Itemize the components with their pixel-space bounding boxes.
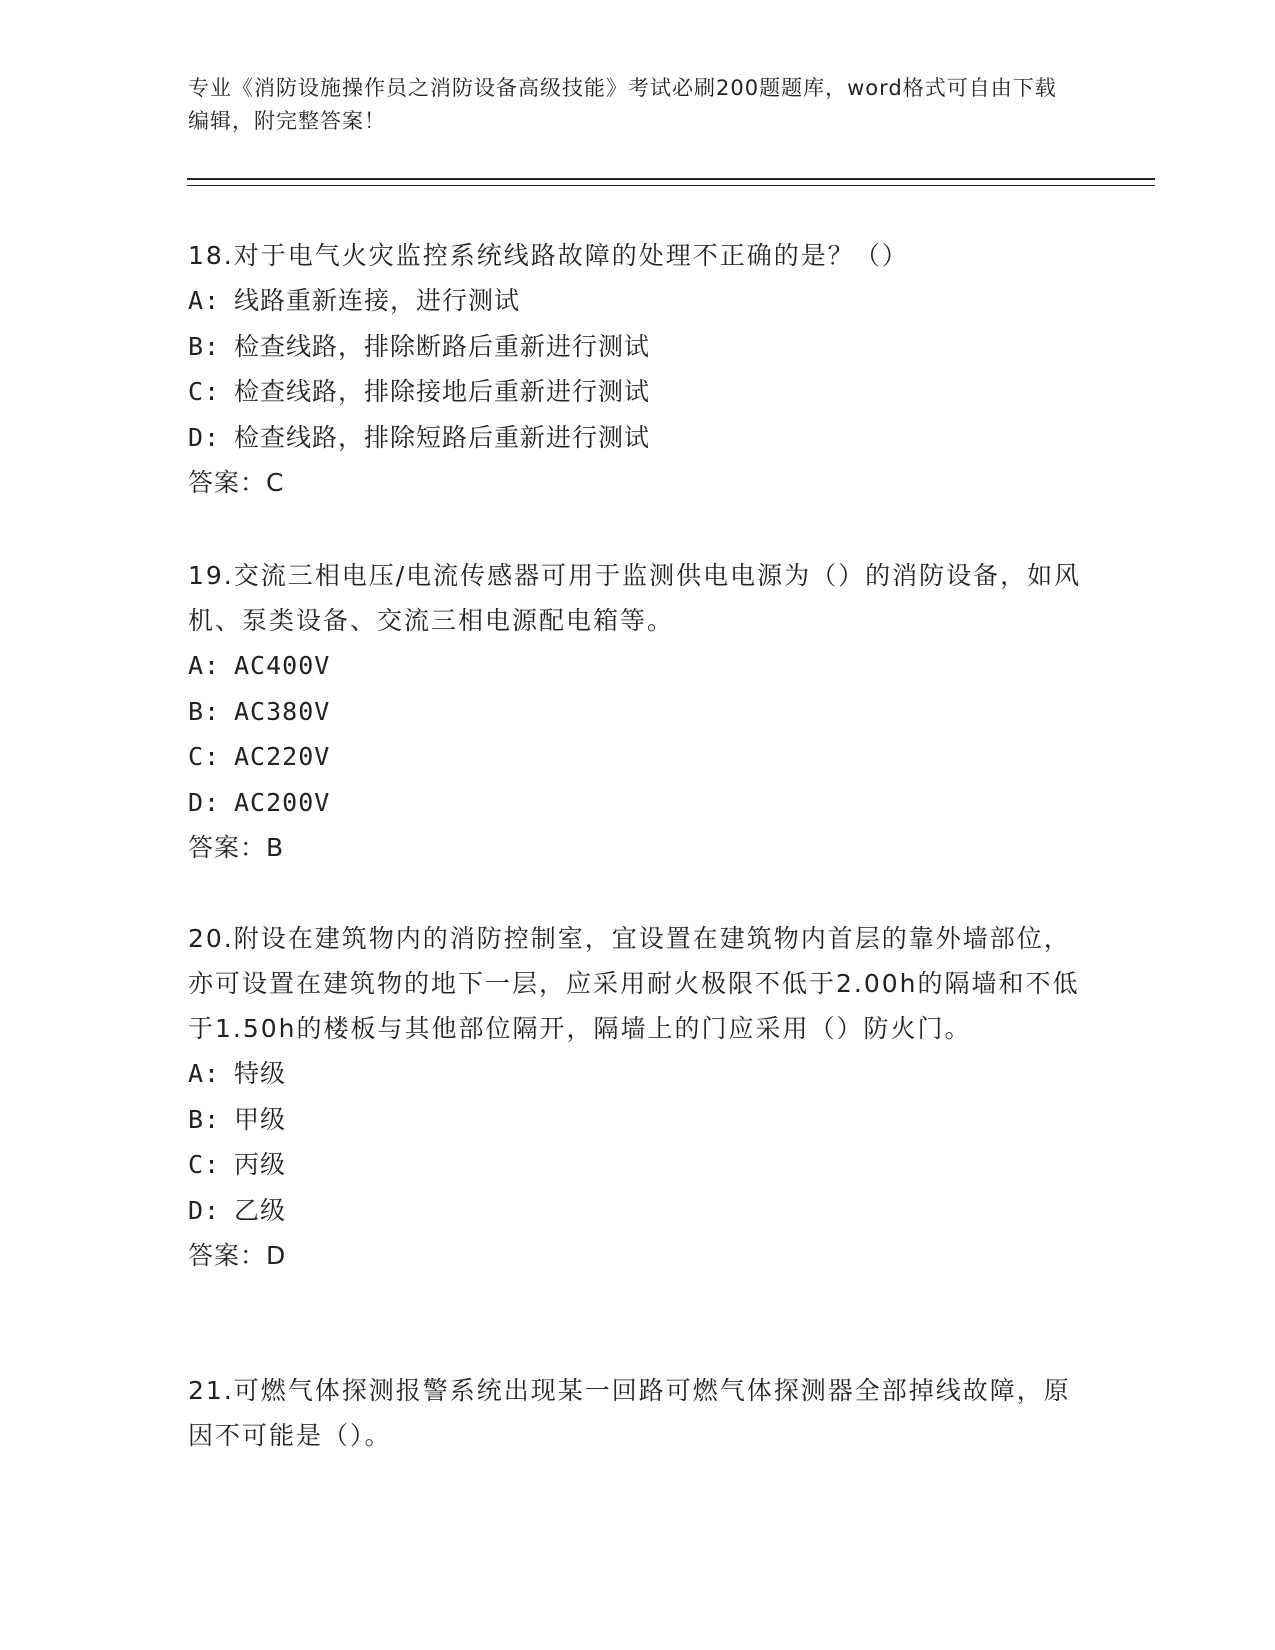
option-b [188, 689, 1088, 735]
option-a [188, 278, 1088, 324]
question-text: 21.可燃气体探测报警系统出现某一回路可燃气体探测器全部掉线故障，原因不可能是（）。 [188, 1376, 1071, 1450]
option-key: D: [188, 787, 221, 817]
option-key: B: [188, 696, 221, 726]
option-key: A: [188, 651, 221, 680]
option-key: D: [188, 422, 221, 452]
question-text: 19.交流三相电压/电流传感器可用于监测供电电源为（）的消防设备，如风机、泵类设备、交流三相电源配电箱等。 [188, 561, 1082, 635]
option-d [188, 1188, 1088, 1234]
option-text: 检查线路，排除短路后重新进行测试 [234, 422, 651, 452]
option-key: A: [188, 1059, 221, 1088]
option-key: C: [188, 742, 221, 771]
option-text: 乙级 [234, 1195, 287, 1225]
option-text: 丙级 [234, 1150, 287, 1179]
question-18 [188, 233, 1088, 505]
option-d [188, 415, 1088, 461]
option-c [188, 1142, 1088, 1188]
option-c [188, 734, 1088, 780]
option-key: C: [188, 377, 221, 406]
option-text: AC400V [234, 651, 331, 680]
answer-line: 答案：D [188, 1241, 287, 1270]
option-d [188, 780, 1088, 826]
option-a [188, 1051, 1088, 1097]
option-text: 甲级 [234, 1104, 287, 1134]
option-text: 特级 [234, 1059, 287, 1088]
option-text: AC380V [234, 696, 331, 726]
question-text: 18.对于电气火灾监控系统线路故障的处理不正确的是？（） [188, 241, 909, 270]
option-text: AC200V [234, 787, 331, 817]
option-text: 检查线路，排除接地后重新进行测试 [234, 377, 651, 406]
option-key: B: [188, 331, 221, 361]
answer-line: 答案：B [188, 833, 285, 862]
header-divider [187, 178, 1155, 186]
option-b [188, 1097, 1088, 1143]
question-text: 20.附设在建筑物内的消防控制室，宜设置在建筑物内首层的靠外墙部位，亦可设置在建筑物的地下一层，应采用耐火极限不低于2.00h的隔墙和不低于1.50h的楼板与其他部位隔开，隔墙上的门应采用（）防火门。 [188, 924, 1080, 1043]
option-c [188, 369, 1088, 415]
option-b [188, 324, 1088, 370]
answer-line: 答案：C [188, 468, 285, 497]
option-key: B: [188, 1104, 221, 1134]
option-key: A: [188, 286, 221, 315]
question-19 [188, 553, 1088, 870]
header-title: 专业《消防设施操作员之消防设备高级技能》考试必刷200题题库，word格式可自由下载编辑，附完整答案！ [188, 76, 1057, 133]
option-text: 线路重新连接，进行测试 [234, 286, 521, 315]
question-21 [188, 1368, 1088, 1458]
option-a [188, 643, 1088, 689]
question-20 [188, 916, 1088, 1278]
page-header [188, 72, 1068, 138]
option-text: AC220V [234, 742, 331, 771]
option-key: D: [188, 1195, 221, 1225]
option-text: 检查线路，排除断路后重新进行测试 [234, 331, 651, 361]
option-key: C: [188, 1150, 221, 1179]
